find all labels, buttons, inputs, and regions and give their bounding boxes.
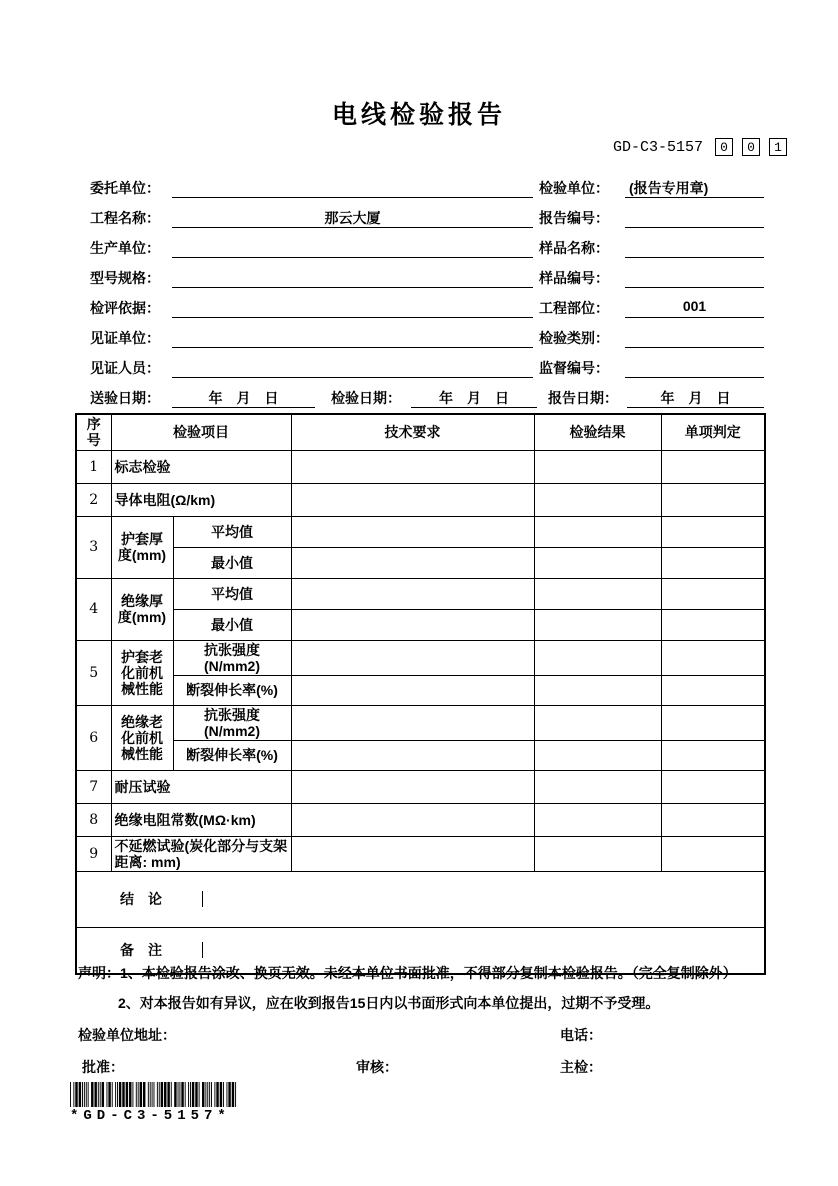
- table-row: [76, 450, 765, 483]
- row-no: 5: [76, 640, 111, 705]
- inspection-category-input-line[interactable]: [625, 328, 764, 348]
- judgment-cell[interactable]: [661, 740, 765, 770]
- field-supervision-no: [539, 358, 764, 378]
- form-code-text: GD-C3-5157: [613, 138, 704, 156]
- table-row: [76, 640, 765, 675]
- table-row: [76, 740, 765, 770]
- requirement-cell[interactable]: [291, 516, 534, 547]
- sample-no-input-line[interactable]: [625, 268, 764, 288]
- table-row: [76, 770, 765, 803]
- field-label: 工程名称：: [90, 210, 160, 226]
- table-row: [76, 516, 765, 547]
- row-item: 绝缘老化前机械性能: [111, 705, 173, 770]
- judgment-cell[interactable]: [661, 705, 765, 740]
- field-label: 报告日期：: [548, 390, 618, 406]
- field-label: 送验日期：: [90, 390, 160, 406]
- table-row: [76, 836, 765, 871]
- row-item: 不延燃试验(炭化部分与支架距离: mm): [111, 836, 291, 871]
- row-no: 7: [76, 770, 111, 803]
- field-inspect-date: [331, 388, 537, 408]
- field-producer-unit: [90, 238, 533, 258]
- supervision-no-input-line[interactable]: [625, 358, 764, 378]
- field-inspection-category: [539, 328, 764, 348]
- row-item: 导体电阻(Ω/km): [111, 483, 291, 516]
- page-title: 电线检验报告: [331, 101, 506, 129]
- field-send-date: [90, 388, 315, 408]
- field-label: 检验日期：: [331, 390, 401, 406]
- field-label: 监督编号：: [539, 360, 609, 376]
- result-cell[interactable]: [534, 836, 661, 871]
- requirement-cell[interactable]: [291, 640, 534, 675]
- address-label: 检验单位地址：: [78, 1027, 176, 1043]
- field-label: 检验单位：: [539, 180, 609, 196]
- sample-name-input-line[interactable]: [625, 238, 764, 258]
- table-row: [76, 803, 765, 836]
- field-label: 生产单位：: [90, 240, 160, 256]
- row-no: 2: [76, 483, 111, 516]
- judgment-cell[interactable]: [661, 675, 765, 705]
- result-cell[interactable]: [534, 803, 661, 836]
- header-judgment: 单项判定: [661, 414, 765, 450]
- judgment-cell[interactable]: [661, 483, 765, 516]
- row-subitem: 最小值: [173, 547, 291, 578]
- field-inspection-unit: [539, 178, 764, 198]
- table-row: [76, 578, 765, 609]
- requirement-cell[interactable]: [291, 740, 534, 770]
- table-row: [76, 705, 765, 740]
- judgment-cell[interactable]: [661, 450, 765, 483]
- report-date-input-line[interactable]: 年 月 日: [627, 388, 764, 408]
- field-client-unit: [90, 178, 533, 198]
- requirement-cell[interactable]: [291, 609, 534, 640]
- remarks-label: 备 注: [80, 942, 203, 958]
- approve-label: 批准：: [82, 1059, 124, 1075]
- report-no-input-line[interactable]: [625, 208, 764, 228]
- result-cell[interactable]: [534, 547, 661, 578]
- result-cell[interactable]: [534, 770, 661, 803]
- row-item: 绝缘厚度(mm): [111, 578, 173, 640]
- row-subitem: 断裂伸长率(%): [173, 675, 291, 705]
- requirement-cell[interactable]: [291, 770, 534, 803]
- result-cell[interactable]: [534, 483, 661, 516]
- row-subitem: 断裂伸长率(%): [173, 740, 291, 770]
- row-item: 标志检验: [111, 450, 291, 483]
- table-row: [76, 609, 765, 640]
- requirement-cell[interactable]: [291, 675, 534, 705]
- client-unit-input-line[interactable]: [172, 178, 533, 198]
- conclusion-label: 结 论: [80, 891, 203, 907]
- judgment-cell[interactable]: [661, 770, 765, 803]
- form-code: [613, 138, 787, 156]
- send-date-input-line[interactable]: 年 月 日: [172, 388, 315, 408]
- table-row: [76, 483, 765, 516]
- row-no: 9: [76, 836, 111, 871]
- table-row: [76, 547, 765, 578]
- header-no: 序号: [76, 414, 111, 450]
- conclusion-row: [76, 871, 765, 927]
- form-code-box-1: 0: [715, 138, 733, 156]
- field-sample-name: [539, 238, 764, 258]
- result-cell[interactable]: [534, 609, 661, 640]
- requirement-cell[interactable]: [291, 803, 534, 836]
- inspection-unit-input-line[interactable]: (报告专用章): [625, 178, 764, 198]
- requirement-cell[interactable]: [291, 578, 534, 609]
- inspect-date-input-line[interactable]: 年 月 日: [411, 388, 537, 408]
- header-requirement: 技术要求: [291, 414, 534, 450]
- review-label: 审核：: [356, 1059, 398, 1075]
- witness-unit-input-line[interactable]: [172, 328, 533, 348]
- field-sample-no: [539, 268, 764, 288]
- statement-line-1: 声明：1、本检验报告涂改、换页无效。未经本单位书面批准，不得部分复制本检验报告。（完全复制除外）: [78, 965, 737, 981]
- header-item: 检验项目: [111, 414, 291, 450]
- phone-label: 电话：: [560, 1027, 602, 1043]
- row-no: 1: [76, 450, 111, 483]
- field-report-date: [548, 388, 764, 408]
- field-label: 检验类别：: [539, 330, 609, 346]
- row-subitem: 抗张强度(N/mm2): [173, 705, 291, 740]
- result-cell[interactable]: [534, 705, 661, 740]
- row-item: 护套老化前机械性能: [111, 640, 173, 705]
- field-label: 检评依据：: [90, 300, 160, 316]
- producer-unit-input-line[interactable]: [172, 238, 533, 258]
- result-cell[interactable]: [534, 740, 661, 770]
- barcode-text: *GD-C3-5157*: [70, 1108, 231, 1124]
- chief-label: 主检：: [560, 1059, 602, 1075]
- result-cell[interactable]: [534, 675, 661, 705]
- judgment-cell[interactable]: [661, 578, 765, 609]
- field-project-part: [539, 298, 764, 318]
- row-subitem: 抗张强度(N/mm2): [173, 640, 291, 675]
- project-name-input-line[interactable]: 那云大厦: [172, 208, 533, 228]
- field-label: 报告编号：: [539, 210, 609, 226]
- field-label: 样品名称：: [539, 240, 609, 256]
- result-cell[interactable]: [534, 578, 661, 609]
- field-witness-unit: [90, 328, 533, 348]
- field-label: 型号规格：: [90, 270, 160, 286]
- requirement-cell[interactable]: [291, 450, 534, 483]
- requirement-cell[interactable]: [291, 705, 534, 740]
- field-model-spec: [90, 268, 533, 288]
- table-row: [76, 675, 765, 705]
- header-result: 检验结果: [534, 414, 661, 450]
- conclusion-content[interactable]: [203, 891, 761, 907]
- row-subitem: 最小值: [173, 609, 291, 640]
- inspection-table: [75, 413, 766, 975]
- row-item: 耐压试验: [111, 770, 291, 803]
- judgment-cell[interactable]: [661, 836, 765, 871]
- form-code-box-2: 0: [742, 138, 760, 156]
- row-item: 绝缘电阻常数(MΩ·km): [111, 803, 291, 836]
- judgment-cell[interactable]: [661, 609, 765, 640]
- result-cell[interactable]: [534, 516, 661, 547]
- barcode: [70, 1082, 237, 1124]
- requirement-cell[interactable]: [291, 547, 534, 578]
- judgment-cell[interactable]: [661, 803, 765, 836]
- row-item: 护套厚度(mm): [111, 516, 173, 578]
- model-spec-input-line[interactable]: [172, 268, 533, 288]
- field-label: 工程部位：: [539, 300, 609, 316]
- field-label: 见证人员：: [90, 360, 160, 376]
- field-report-no: [539, 208, 764, 228]
- project-part-input-line[interactable]: 001: [625, 298, 764, 318]
- judgment-cell[interactable]: [661, 547, 765, 578]
- row-subitem: 平均值: [173, 578, 291, 609]
- barcode-bars: [70, 1082, 237, 1107]
- field-project-name: [90, 208, 533, 228]
- field-label: 委托单位：: [90, 180, 160, 196]
- form-code-box-3: 1: [769, 138, 787, 156]
- inspection-basis-input-line[interactable]: [172, 298, 533, 318]
- row-no: 4: [76, 578, 111, 640]
- remarks-content[interactable]: [203, 942, 761, 958]
- witness-person-input-line[interactable]: [172, 358, 533, 378]
- row-no: 3: [76, 516, 111, 578]
- judgment-cell[interactable]: [661, 516, 765, 547]
- requirement-cell[interactable]: [291, 483, 534, 516]
- statement-line-2: 2、对本报告如有异议，应在收到报告15日内以书面形式向本单位提出，过期不予受理。: [118, 995, 660, 1011]
- row-no: 6: [76, 705, 111, 770]
- field-label: 样品编号：: [539, 270, 609, 286]
- row-subitem: 平均值: [173, 516, 291, 547]
- field-label: 见证单位：: [90, 330, 160, 346]
- field-inspection-basis: [90, 298, 533, 318]
- result-cell[interactable]: [534, 450, 661, 483]
- table-header-row: [76, 414, 765, 450]
- requirement-cell[interactable]: [291, 836, 534, 871]
- judgment-cell[interactable]: [661, 640, 765, 675]
- row-no: 8: [76, 803, 111, 836]
- result-cell[interactable]: [534, 640, 661, 675]
- field-witness-person: [90, 358, 533, 378]
